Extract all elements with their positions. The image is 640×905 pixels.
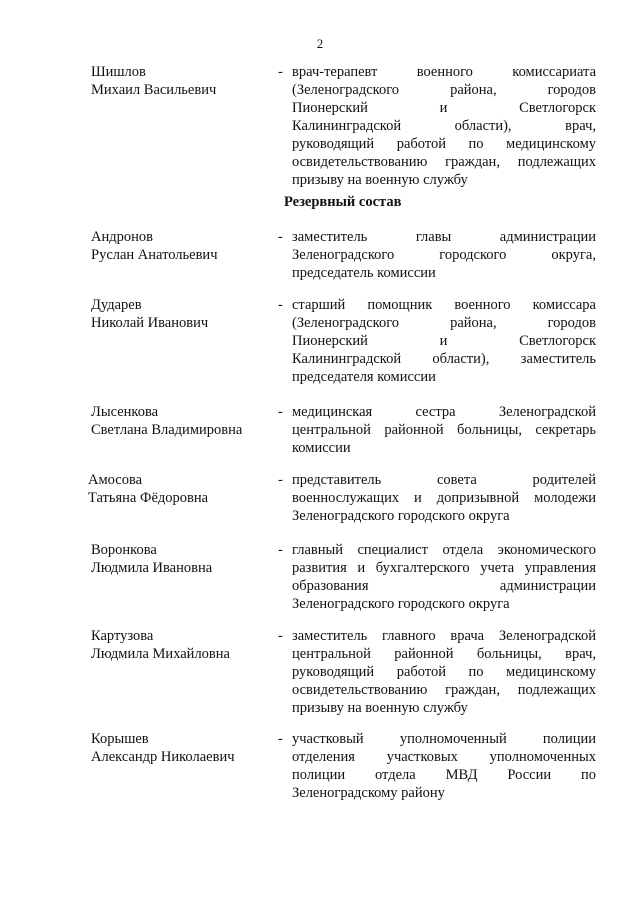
position-line: Калининградской области), врач, (292, 118, 596, 134)
position-line: отделения участковых уполномоченных (292, 749, 596, 765)
member-given-names: Михаил Васильевич (91, 82, 217, 98)
position-line: председателя комиссии (292, 369, 436, 385)
position-line: образования администрации (292, 578, 596, 594)
member-position (292, 296, 596, 386)
position-line: врач-терапевт военного комиссариата (292, 64, 596, 80)
member-name (88, 471, 273, 507)
member-position (292, 627, 596, 717)
position-line: заместитель главного врача Зеленоградской (292, 628, 596, 644)
position-line: главный специалист отдела экономического (292, 542, 596, 558)
position-line: представитель совета родителей (292, 472, 596, 488)
position-line: призыву на военную службу (292, 172, 468, 188)
position-line: Зеленоградского городского округа (292, 596, 510, 612)
dash-separator: - (278, 64, 283, 80)
position-line: центральной районной больницы, секретарь (292, 422, 596, 438)
position-line: полиции отдела МВД России по (292, 767, 596, 783)
position-line: медицинская сестра Зеленоградской (292, 404, 596, 420)
dash-separator: - (278, 472, 283, 488)
position-line: (Зеленоградского района, городов (292, 315, 596, 331)
member-given-names: Руслан Анатольевич (91, 247, 218, 263)
member-given-names: Людмила Михайловна (91, 646, 230, 662)
member-position (292, 471, 596, 525)
member-surname: Корышев (91, 731, 149, 747)
member-surname: Картузова (91, 628, 154, 644)
position-line: руководящий работой по медицинскому (292, 136, 596, 152)
position-line: Калининградской области), заместитель (292, 351, 596, 367)
member-position (292, 730, 596, 802)
section-title: Резервный состав (284, 194, 402, 210)
member-position (292, 63, 596, 189)
member-name (91, 730, 276, 766)
member-given-names: Татьяна Фёдоровна (88, 490, 209, 506)
dash-separator: - (278, 731, 283, 747)
member-name (91, 541, 276, 577)
member-surname: Воронкова (91, 542, 157, 558)
position-line: центральной районной больницы, врач, (292, 646, 596, 662)
member-given-names: Людмила Ивановна (91, 560, 213, 576)
dash-separator: - (278, 542, 283, 558)
position-line: освидетельствованию граждан, подлежащих (292, 154, 596, 170)
member-position (292, 228, 596, 282)
position-line: развития и бухгалтерского учета управления (292, 560, 596, 576)
member-surname: Амосова (88, 472, 143, 488)
position-line: призыву на военную службу (292, 700, 468, 716)
member-position (292, 403, 596, 457)
position-line: военнослужащих и допризывной молодежи (292, 490, 596, 506)
member-given-names: Николай Иванович (91, 315, 209, 331)
position-line: Зеленоградскому району (292, 785, 445, 801)
member-name (91, 296, 276, 332)
position-line: освидетельствованию граждан, подлежащих (292, 682, 596, 698)
member-position (292, 541, 596, 613)
member-surname: Андронов (91, 229, 153, 245)
member-name (91, 228, 276, 264)
member-name (91, 63, 276, 99)
position-line: председатель комиссии (292, 265, 436, 281)
member-given-names: Александр Николаевич (91, 749, 235, 765)
position-line: руководящий работой по медицинскому (292, 664, 596, 680)
position-line: старший помощник военного комиссара (292, 297, 596, 313)
position-line: Зеленоградского городского округа (292, 508, 510, 524)
member-surname: Лысенкова (91, 404, 159, 420)
member-name (91, 627, 276, 663)
member-surname: Дударев (91, 297, 142, 313)
position-line: участковый уполномоченный полиции (292, 731, 596, 747)
dash-separator: - (278, 297, 283, 313)
page-number: 2 (316, 36, 324, 51)
position-line: заместитель главы администрации (292, 229, 596, 245)
dash-separator: - (278, 404, 283, 420)
member-name (91, 403, 276, 439)
position-line: Пионерский и Светлогорск (292, 100, 596, 116)
dash-separator: - (278, 628, 283, 644)
position-line: Зеленоградского городского округа, (292, 247, 596, 263)
member-surname: Шишлов (91, 64, 146, 80)
dash-separator: - (278, 229, 283, 245)
position-line: (Зеленоградского района, городов (292, 82, 596, 98)
position-line: комиссии (292, 440, 351, 456)
member-given-names: Светлана Владимировна (91, 422, 243, 438)
position-line: Пионерский и Светлогорск (292, 333, 596, 349)
